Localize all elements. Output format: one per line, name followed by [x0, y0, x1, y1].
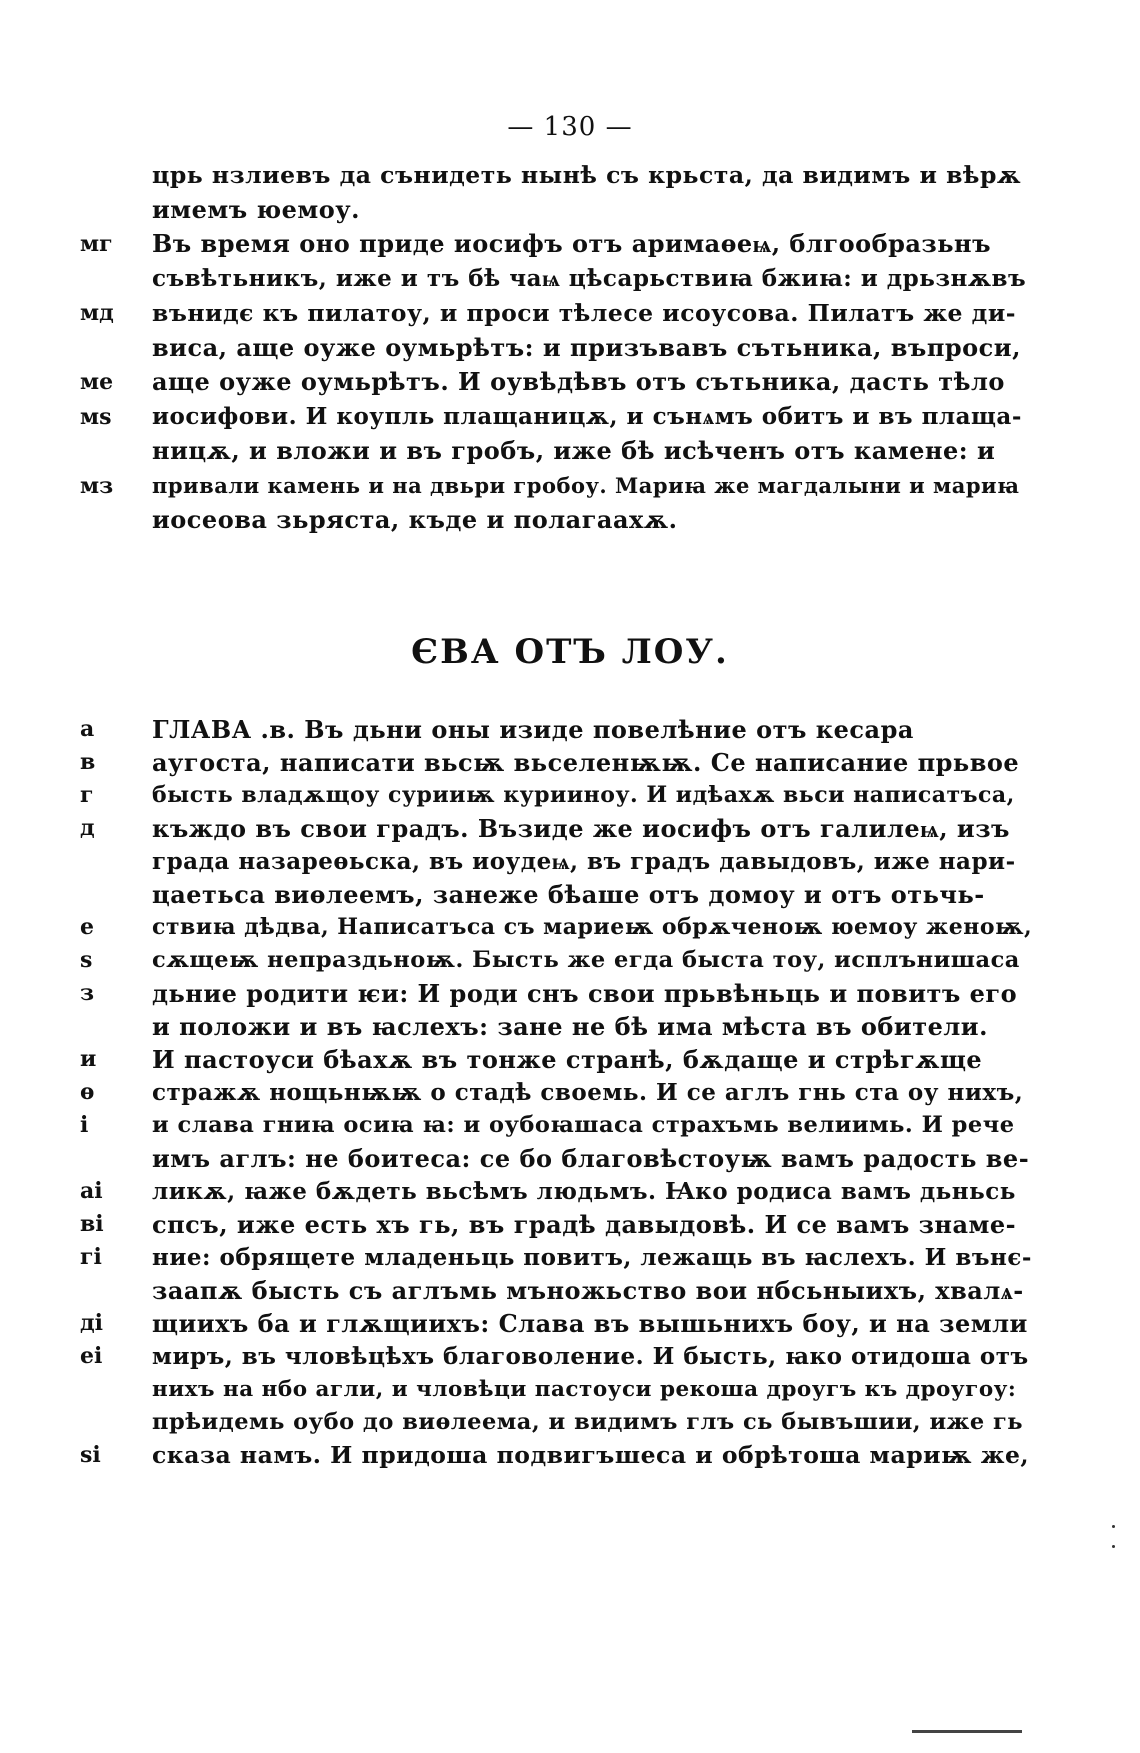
text-line [80, 503, 1060, 538]
line-text: и положи и въ ꙗслехъ: зане не бѣ има мѣста въ обители. [152, 1012, 988, 1041]
text-line [80, 1373, 1060, 1406]
text-line [80, 1439, 1060, 1472]
text-line [80, 193, 1060, 228]
line-text: къждо въ свои градъ. Възиде же иосифъ отъ галилеѩ, изъ [152, 814, 1010, 843]
line-text: миръ, въ чловѣцѣхъ благоволение. И бысть, ꙗко отидоша отъ [152, 1343, 1029, 1370]
verse-number: ме [80, 369, 114, 395]
line-text: привали камень и на двьри гробоу. Мариꙗ же магдалыни и мариꙗ [152, 472, 1020, 498]
line-text: стражѫ нощьнѭѭ о стадѣ своемь. И се аглъ гнь ста оу нихъ, [152, 1079, 1024, 1106]
text-line [80, 746, 1060, 779]
verse-number: г [80, 782, 94, 808]
line-text: иосифови. И коупль плащаницѫ, и сънѧмъ обитъ и въ плаща- [152, 402, 1022, 430]
verse-number: аі [80, 1178, 103, 1204]
line-text: щиихъ ба и глѫщиихъ: Слава въ вышьнихъ боу, и на земли [152, 1309, 1028, 1338]
line-text: црь нзлиевъ да сънидеть нынѣ съ крьста, да видимъ и вѣрѫ [152, 161, 1022, 189]
text-line [80, 1208, 1060, 1241]
verse-number: мд [80, 300, 114, 326]
text-line [80, 365, 1060, 400]
line-text: виса, аще оуже оумьрѣтъ: и призъвавъ сътьника, въпроси, [152, 332, 1021, 362]
line-text: ствиꙗ дѣдва, Написатъса съ мариеѭ обрѫченоѭ юемоу женоѭ, [152, 914, 1032, 940]
line-text: цаетьса виѳлеемъ, занеже бѣаше отъ домоу и отъ отьчь- [152, 880, 985, 909]
text-line [80, 331, 1060, 366]
text-line [80, 1340, 1060, 1373]
line-text: ницѫ, и вложи и въ гробъ, иже бѣ исѣченъ отъ камене: и [152, 436, 996, 465]
text-line [80, 1241, 1060, 1274]
line-text: съвѣтьникъ, иже и тъ бѣ чаѩ цѣсарьствиꙗ бжиꙗ: и дрьзнѫвъ [152, 264, 1027, 292]
gospel-heading: ЄВА ОТЪ ЛОУ. [411, 632, 729, 672]
text-line [80, 812, 1060, 845]
line-text: ликѫ, ꙗже бѫдеть вьсѣмъ людьмъ. Ꙗко родиса вамъ дьньсь [152, 1178, 1016, 1205]
verse-number: ѕі [80, 1442, 101, 1468]
line-text: И пастоуси бѣахѫ въ тонже странѣ, бѫдаще и стрѣгѫще [152, 1045, 983, 1074]
line-text: бысть владѫщоу сурииѭ курииноу. И идѣахѫ вьси написатъса, [152, 782, 1015, 808]
text-line [80, 1076, 1060, 1109]
line-text: нихъ на нбо агли, и чловѣци пастоуси рекоша дроугъ къ дроугоу: [152, 1377, 1017, 1402]
verse-number: ѳ [80, 1079, 95, 1105]
verse-number: а [80, 716, 95, 742]
text-line [80, 878, 1060, 911]
line-text: аще оуже оумьрѣтъ. И оувѣдѣвъ отъ сътьника, дасть тѣло [152, 367, 1005, 396]
text-line [80, 469, 1060, 504]
scan-speck [1112, 1525, 1115, 1528]
verse-number: ѕ [80, 947, 93, 973]
line-text: града назареѳьска, въ иоудеѩ, въ градъ давыдовъ, иже нари- [152, 848, 1016, 875]
text-line [80, 227, 1060, 262]
text-line [80, 1274, 1060, 1307]
text-line [80, 713, 1060, 746]
page-number: — 130 — [507, 112, 633, 142]
line-text: заапѫ бысть съ аглъмь мъножьство вои нбсьныихъ, хвалѧ- [152, 1276, 1024, 1305]
text-line [80, 434, 1060, 469]
verse-number: в [80, 749, 96, 775]
verse-number: и [80, 1046, 97, 1072]
text-line [80, 1010, 1060, 1043]
line-text: сказа намъ. И придоша подвигъшеса и обрѣтоша мариѭ же, [152, 1441, 1030, 1469]
text-line [80, 845, 1060, 878]
text-line [80, 400, 1060, 435]
text-line [80, 296, 1060, 331]
bottom-rule [912, 1730, 1022, 1733]
verse-number: мѕ [80, 403, 112, 430]
line-text: вънидє къ пилатоу, и проси тѣлесе исоусова. Пилатъ же ди- [152, 299, 1017, 327]
text-line [80, 944, 1060, 977]
text-line [80, 1406, 1060, 1439]
line-text: Въ время оно приде иосифъ отъ аримаѳеѩ, блгообразьнъ [152, 229, 991, 258]
text-block-luke-chapter [80, 713, 1060, 1472]
line-text: ние: обрящете младеньць повитъ, лежащь въ ꙗслехъ. И вънє- [152, 1244, 1032, 1271]
text-line [80, 977, 1060, 1010]
text-line [80, 1109, 1060, 1142]
text-line [80, 779, 1060, 812]
scan-speck [1112, 1545, 1115, 1548]
text-block-mark-ending [80, 158, 1060, 538]
text-line [80, 1175, 1060, 1208]
text-line [80, 1307, 1060, 1340]
line-text: сѫщеѭ непраздьноѭ. Бысть же егда быста тоу, исплънишаса [152, 947, 1020, 973]
line-text: аугоста, написати вьсѭ вьселенѭѭ. Се написание прьвое [152, 748, 1020, 777]
verse-number: ві [80, 1211, 104, 1237]
text-line [80, 911, 1060, 944]
line-text: спсъ, иже есть хъ гь, въ градѣ давыдовѣ. И се вамъ знаме- [152, 1210, 1017, 1239]
line-text: имъ аглъ: не боитеса: се бо благовѣстоуѭ вамъ радость ве- [152, 1144, 1030, 1173]
text-line [80, 1043, 1060, 1076]
line-text: иосеова зьряста, къде и полагаахѫ. [152, 505, 678, 534]
verse-number: еі [80, 1343, 103, 1369]
line-text: прѣидемь оубо до виѳлеема, и видимъ глъ сь бывъшии, иже гь [152, 1409, 1024, 1435]
line-text: дьние родити ѥи: И роди снъ свои прьвѣньць и повитъ его [152, 979, 1018, 1008]
text-line [80, 262, 1060, 297]
line-text: ГЛАВА .в. Въ дьни оны изиде повелѣние отъ кесара [152, 715, 914, 744]
verse-number: е [80, 914, 94, 940]
verse-number: з [80, 980, 95, 1006]
verse-number: д [80, 815, 95, 841]
verse-number: ді [80, 1310, 104, 1336]
verse-number: і [80, 1112, 89, 1138]
verse-number: мз [80, 472, 114, 499]
text-line [80, 158, 1060, 193]
verse-number: гі [80, 1244, 102, 1270]
text-line [80, 1142, 1060, 1175]
line-text: имемъ юемоу. [152, 194, 360, 224]
verse-number: мг [80, 231, 113, 257]
line-text: и слава гниꙗ осиꙗ ꙗ: и оубоꙗшаса страхъмь велиимь. И рече [152, 1112, 1015, 1138]
